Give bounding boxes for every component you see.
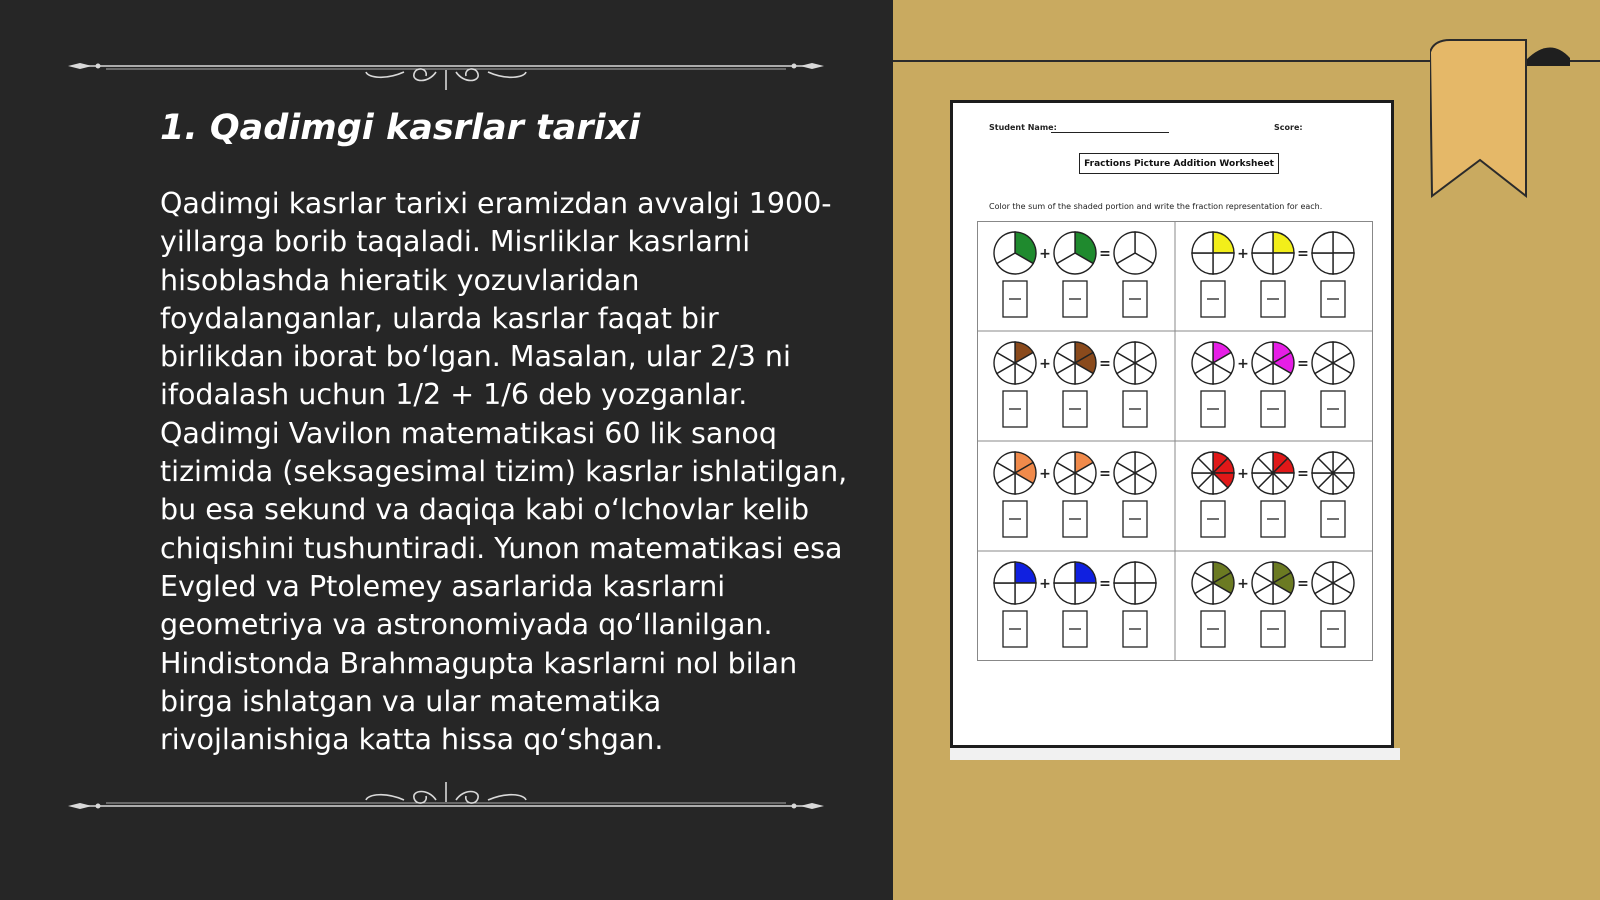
plus-sign: +: [1039, 576, 1051, 592]
fraction-circle-sum-icon: [1312, 562, 1354, 604]
equals-sign: =: [1297, 576, 1309, 592]
worksheet-sheet: [950, 100, 1394, 748]
equals-sign: =: [1099, 246, 1111, 262]
answer-box: [1063, 391, 1087, 427]
fraction-circle-a-icon: [1192, 562, 1234, 604]
plus-sign: +: [1237, 576, 1249, 592]
fraction-circle-b-icon: [1054, 562, 1096, 604]
worksheet-problem: [994, 232, 1156, 317]
worksheet-shadow: [950, 748, 1400, 760]
answer-box: [1261, 501, 1285, 537]
ornament-bottom-icon: [66, 782, 826, 826]
slide-body-text: Qadimgi kasrlar tarixi eramizdan avvalgi 1900-yillarga borib taqaladi. Misrliklar kasrlarni hisoblashda hieratik yozuvlaridan foydalanganlar, ularda kasrlar faqat bir birlikdan iborat boʻlgan. Masalan, ular 2/3 ni ifodalash uchun 1/2 + 1/6 deb yozganlar. Qadimgi Vavilon matematikasi 60 lik sanoq tizimida (seksagesimal tizim) kasrlar ishlatilgan, bu esa sekund va daqiqa kabi oʻlchovlar kelib chiqishini tushuntiradi. Yunon matematikasi esa Evgled va Ptolemey asarlarida kasrlarni geometriya va astronomiyada qoʻllanilgan. Hindistonda Brahmagupta kasrlarni nol bilan birga ishlatgan va ular matematika rivojlanishiga katta hissa qoʻshgan.: [160, 187, 848, 757]
worksheet-problem: [994, 342, 1156, 427]
answer-box: [1201, 501, 1225, 537]
equals-sign: =: [1099, 466, 1111, 482]
worksheet-score-label: Score:: [1274, 123, 1303, 132]
answer-box: [1003, 501, 1027, 537]
answer-box: [1261, 281, 1285, 317]
answer-box: [1261, 611, 1285, 647]
worksheet-instructions: Color the sum of the shaded portion and write the fraction representation for each.: [989, 202, 1323, 211]
answer-box: [1063, 501, 1087, 537]
answer-box: [1123, 501, 1147, 537]
answer-box: [1003, 611, 1027, 647]
plus-sign: +: [1039, 246, 1051, 262]
fraction-circle-sum-icon: [1312, 452, 1354, 494]
worksheet-image: [950, 100, 1400, 760]
bookmark-ribbon-icon: [1430, 36, 1580, 206]
worksheet-problem: [1192, 452, 1354, 537]
fraction-circle-sum-icon: [1114, 562, 1156, 604]
ornament-top-icon: [66, 46, 826, 90]
equals-sign: =: [1297, 246, 1309, 262]
fraction-circle-a-icon: [994, 232, 1036, 274]
slide-title: 1. Qadimgi kasrlar tarixi: [160, 108, 641, 148]
answer-box: [1003, 391, 1027, 427]
fraction-circle-a-icon: [1192, 452, 1234, 494]
fraction-circle-b-icon: [1252, 232, 1294, 274]
answer-box: [1321, 281, 1345, 317]
answer-box: [1321, 501, 1345, 537]
answer-box: [1321, 391, 1345, 427]
worksheet-title: Fractions Picture Addition Worksheet: [1079, 153, 1279, 174]
fraction-circle-a-icon: [994, 342, 1036, 384]
fraction-circle-b-icon: [1252, 342, 1294, 384]
worksheet-problem: [994, 562, 1156, 647]
answer-box: [1003, 281, 1027, 317]
fraction-circle-sum-icon: [1114, 232, 1156, 274]
equals-sign: =: [1099, 356, 1111, 372]
fraction-circle-b-icon: [1252, 562, 1294, 604]
fraction-circle-sum-icon: [1114, 342, 1156, 384]
worksheet-student-label: Student Name:: [989, 123, 1057, 132]
plus-sign: +: [1039, 466, 1051, 482]
fraction-circle-a-icon: [994, 562, 1036, 604]
plus-sign: +: [1039, 356, 1051, 372]
plus-sign: +: [1237, 246, 1249, 262]
fraction-circle-a-icon: [1192, 232, 1234, 274]
answer-box: [1123, 611, 1147, 647]
worksheet-student-line: [1051, 132, 1169, 133]
fraction-circle-b-icon: [1252, 452, 1294, 494]
fraction-circle-sum-icon: [1312, 342, 1354, 384]
worksheet-problem: [1192, 342, 1354, 427]
fraction-circle-sum-icon: [1114, 452, 1156, 494]
worksheet-problem: [994, 452, 1156, 537]
fraction-circle-a-icon: [994, 452, 1036, 494]
worksheet-problem-grid: [977, 221, 1373, 661]
worksheet-problem: [1192, 562, 1354, 647]
answer-box: [1123, 281, 1147, 317]
fraction-circle-sum-icon: [1312, 232, 1354, 274]
answer-box: [1261, 391, 1285, 427]
plus-sign: +: [1237, 356, 1249, 372]
answer-box: [1201, 281, 1225, 317]
answer-box: [1201, 391, 1225, 427]
answer-box: [1063, 281, 1087, 317]
answer-box: [1201, 611, 1225, 647]
fraction-circle-b-icon: [1054, 342, 1096, 384]
fraction-circle-b-icon: [1054, 232, 1096, 274]
equals-sign: =: [1099, 576, 1111, 592]
equals-sign: =: [1297, 356, 1309, 372]
equals-sign: =: [1297, 466, 1309, 482]
worksheet-problem: [1192, 232, 1354, 317]
fraction-circle-b-icon: [1054, 452, 1096, 494]
plus-sign: +: [1237, 466, 1249, 482]
answer-box: [1321, 611, 1345, 647]
fraction-circle-a-icon: [1192, 342, 1234, 384]
answer-box: [1063, 611, 1087, 647]
answer-box: [1123, 391, 1147, 427]
